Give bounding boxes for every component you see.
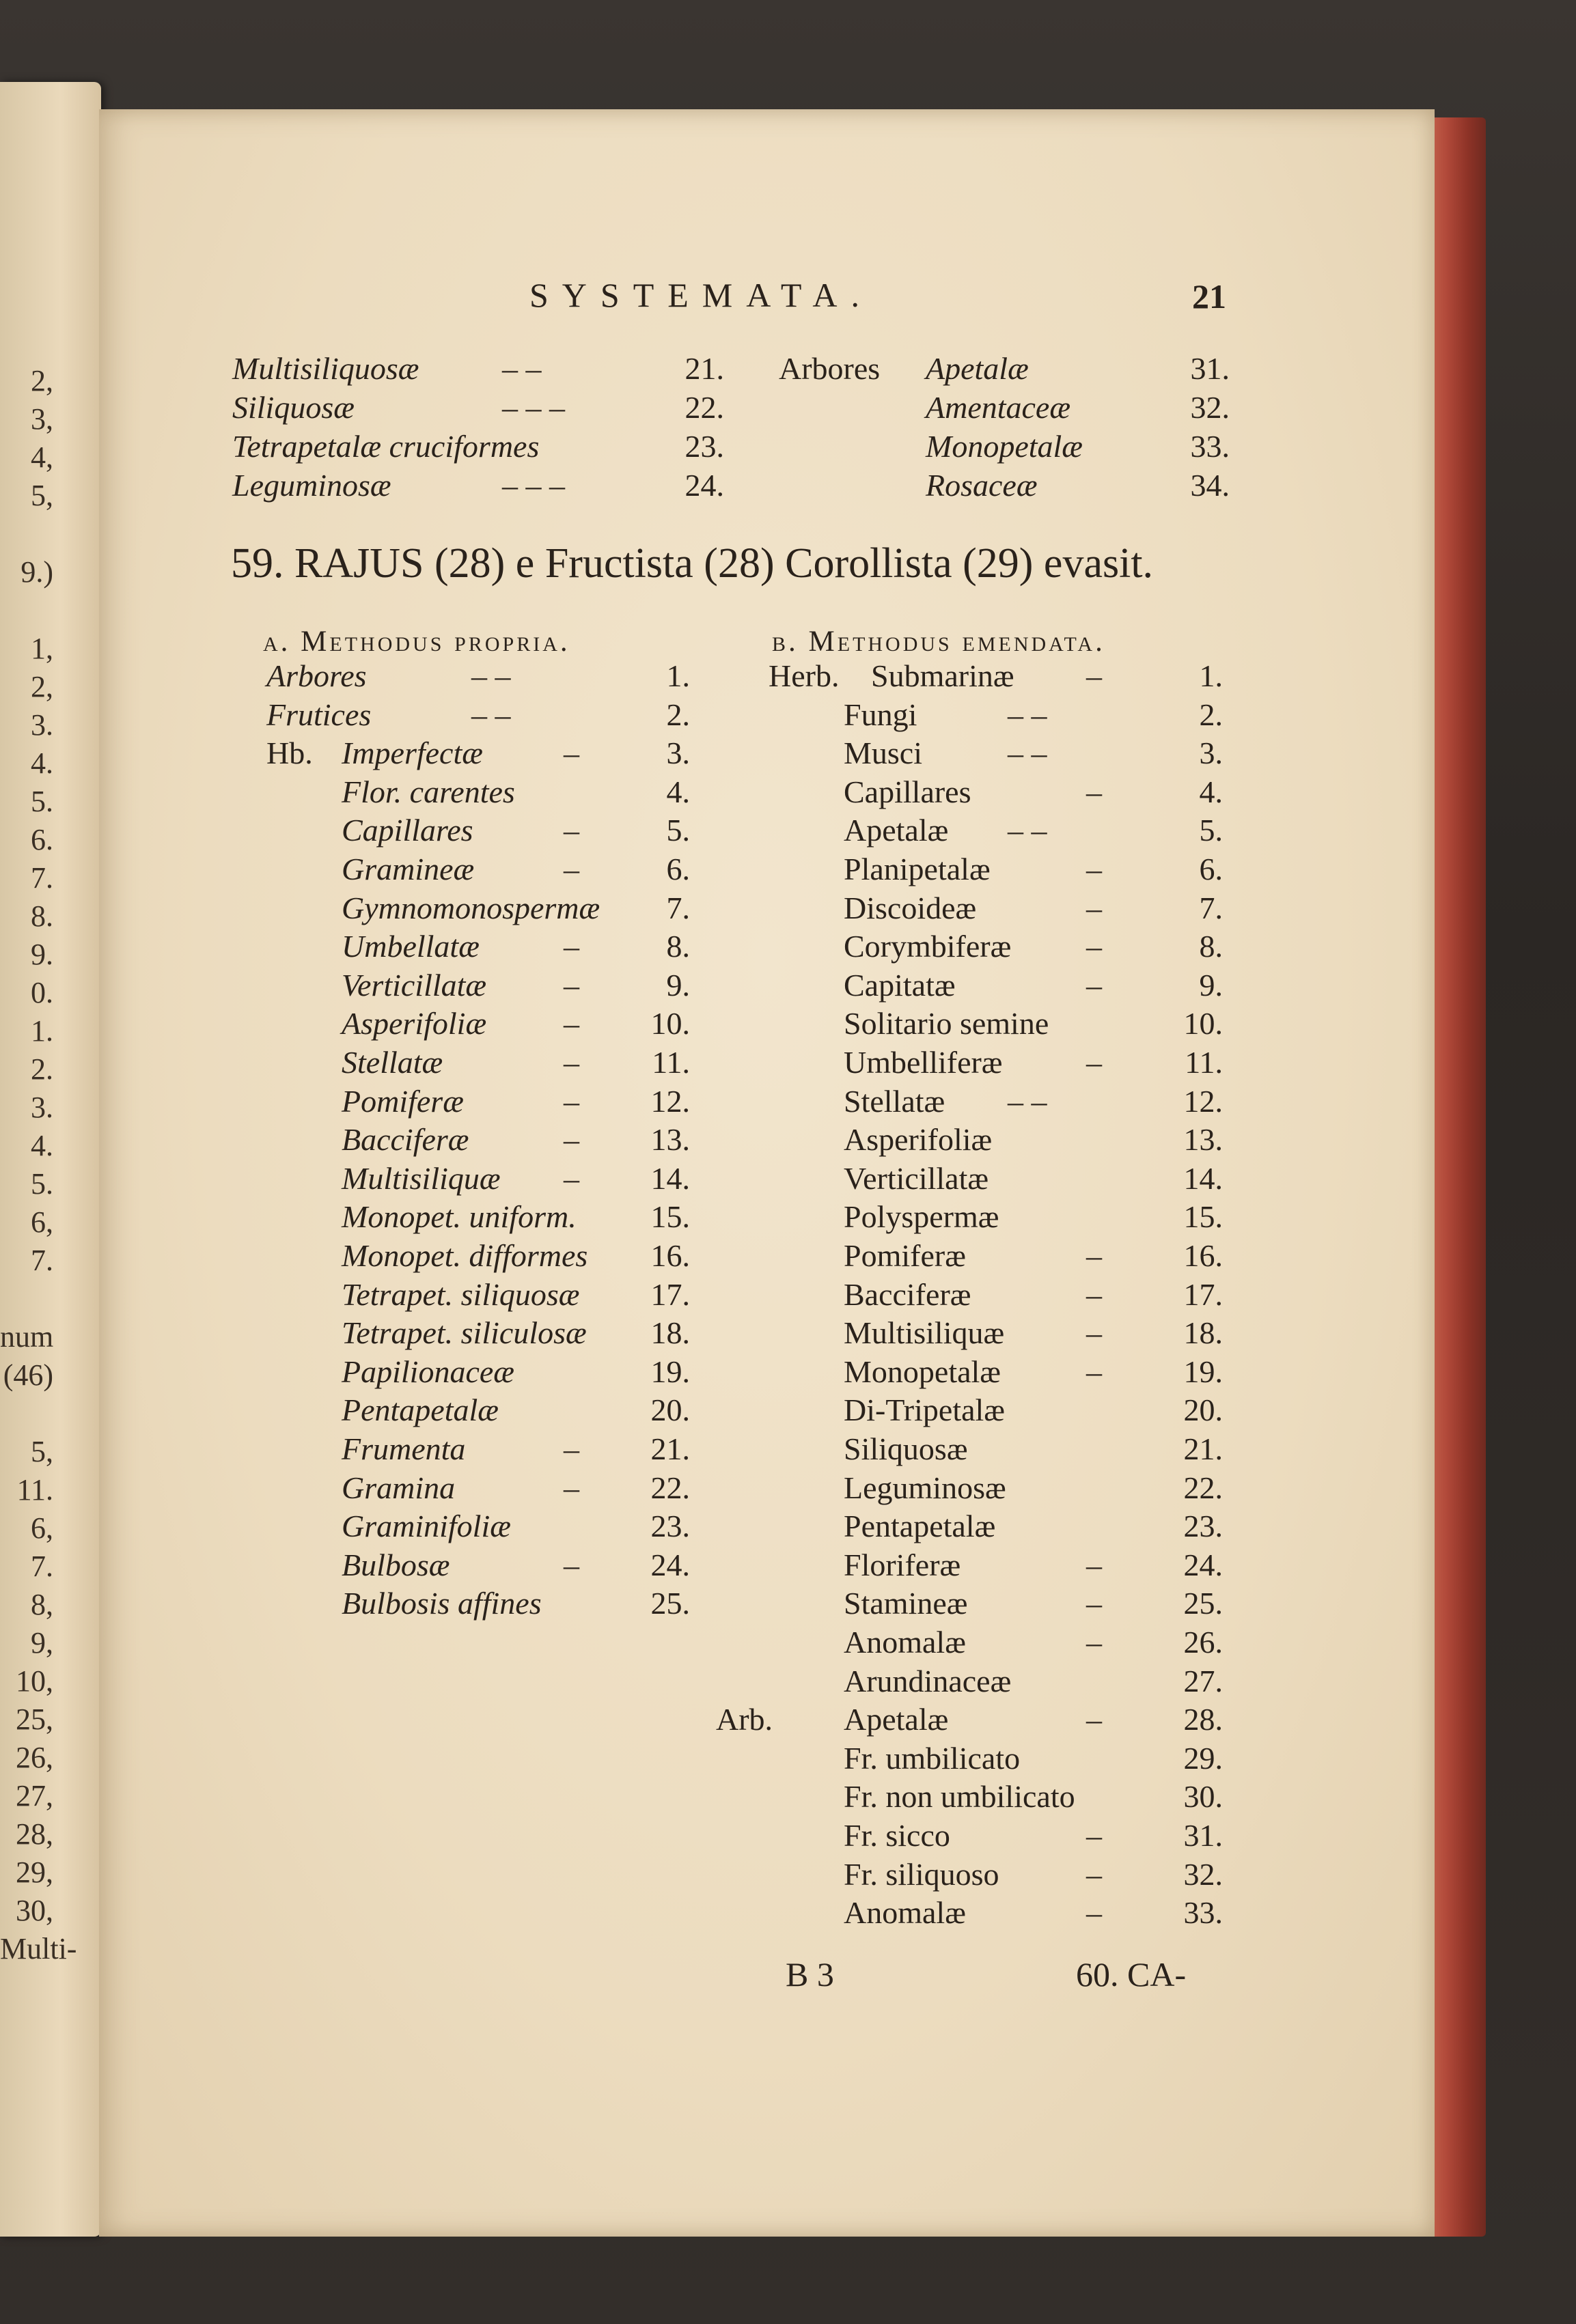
margin-fragment: 30,: [16, 1894, 53, 1927]
col-b-num: 9.: [1199, 968, 1223, 1003]
col-b-num: 11.: [1185, 1045, 1223, 1080]
margin-fragment: 8,: [31, 1588, 53, 1621]
top-right-prefix: Arbores: [779, 351, 881, 386]
col-a-name: Frumenta: [342, 1431, 466, 1466]
margin-fragment: 5,: [31, 1435, 53, 1468]
col-b-dash: –: [1086, 1548, 1102, 1582]
margin-fragment: [0, 515, 53, 553]
section-heading: 59. RAJUS (28) e Fructista (28) Corollista (29) evasit.: [231, 540, 1154, 587]
col-b-dash: –: [1086, 1857, 1102, 1892]
col-b-dash: –: [1086, 658, 1102, 693]
col-b-num: 17.: [1183, 1277, 1223, 1312]
col-a-name: Tetrapet. siliquosæ: [342, 1277, 580, 1312]
top-left-dash: – – –: [502, 468, 565, 503]
page-number: 21: [1192, 277, 1226, 316]
col-a-dash: –: [564, 1470, 579, 1505]
margin-fragment: 11.: [16, 1473, 53, 1507]
col-a-num: 21.: [650, 1431, 690, 1466]
col-a-name: Pentapetalæ: [342, 1392, 499, 1427]
col-b-name: Fr. sicco: [844, 1818, 950, 1853]
col-a-name: Bulbosis affines: [342, 1586, 542, 1621]
col-a-dash: – –: [471, 658, 511, 693]
col-a-dash: –: [564, 929, 579, 964]
col-a-num: 13.: [650, 1122, 690, 1157]
col-a-name: Capillares: [342, 813, 473, 848]
col-b-dash: – –: [1008, 697, 1047, 732]
col-b-num: 30.: [1183, 1779, 1223, 1814]
col-b-num: 7.: [1199, 891, 1223, 925]
signature-mark: B 3: [786, 1955, 834, 1993]
col-b-dash: –: [1086, 1354, 1102, 1389]
margin-fragment: 2.: [31, 1052, 53, 1086]
col-a-dash: – –: [471, 697, 511, 732]
col-b-num: 18.: [1183, 1315, 1223, 1350]
margin-fragment: 6,: [31, 1511, 53, 1545]
col-b-name: Arundinaceæ: [844, 1664, 1012, 1698]
col-b-name: Leguminosæ: [844, 1470, 1006, 1505]
margin-fragment: 26,: [16, 1741, 53, 1774]
margin-fragment: 8.: [31, 899, 53, 933]
col-b-dash: –: [1086, 1895, 1102, 1930]
col-b-num: 23.: [1183, 1509, 1223, 1543]
col-a-dash: –: [564, 968, 579, 1003]
col-b-name: Capitatæ: [844, 968, 956, 1003]
col-b-dash: –: [1086, 774, 1102, 809]
col-b-dash: –: [1086, 929, 1102, 964]
top-right-num: 31.: [1190, 351, 1230, 386]
top-right-num: 34.: [1190, 468, 1230, 503]
margin-fragment: 25,: [16, 1703, 53, 1736]
top-right-num: 33.: [1190, 429, 1230, 464]
col-a-dash: –: [564, 1431, 579, 1466]
col-b-name: Fr. umbilicato: [844, 1741, 1021, 1776]
top-right-num: 32.: [1190, 390, 1230, 425]
col-a-name: Frutices: [266, 697, 372, 732]
col-a-name: Papilionaceæ: [342, 1354, 514, 1389]
col-b-dash: – –: [1008, 1084, 1047, 1119]
top-left-dash: – –: [502, 351, 542, 386]
col-a-num: 7.: [666, 891, 690, 925]
col-b-name: Anomalæ: [844, 1895, 966, 1930]
top-left-dash: – – –: [502, 390, 565, 425]
margin-fragment: 4.: [31, 1129, 53, 1162]
col-a-num: 18.: [650, 1315, 690, 1350]
col-b-dash: –: [1086, 1045, 1102, 1080]
col-b-name: Pentapetalæ: [844, 1509, 996, 1543]
col-b-name: Bacciferæ: [844, 1277, 971, 1312]
col-b-num: 28.: [1183, 1702, 1223, 1737]
col-b-name: Polyspermæ: [844, 1199, 999, 1234]
col-b-num: 25.: [1183, 1586, 1223, 1621]
col-b-num: 15.: [1183, 1199, 1223, 1234]
margin-fragment: 9.): [20, 555, 53, 589]
col-a-prefix: Hb.: [266, 736, 313, 770]
col-a-name: Tetrapet. siliculosæ: [342, 1315, 587, 1350]
col-b-num: 31.: [1183, 1818, 1223, 1853]
col-a-num: 12.: [650, 1084, 690, 1119]
top-left-name: Leguminosæ: [232, 468, 391, 503]
col-b-num: 6.: [1199, 852, 1223, 886]
col-a-num: 5.: [666, 813, 690, 848]
margin-fragment: 0.: [31, 976, 53, 1009]
margin-fragment: 29,: [16, 1856, 53, 1889]
col-a-num: 15.: [650, 1199, 690, 1234]
top-right-name: Monopetalæ: [926, 429, 1083, 464]
col-b-num: 21.: [1183, 1431, 1223, 1466]
col-b-num: 29.: [1183, 1741, 1223, 1776]
top-left-name: Tetrapetalæ cruciformes: [232, 429, 540, 464]
col-b-name: Apetalæ: [844, 1702, 949, 1737]
col-b-dash: –: [1086, 1315, 1102, 1350]
col-b-name: Apetalæ: [844, 813, 949, 848]
col-b-num: 19.: [1183, 1354, 1223, 1389]
col-a-num: 3.: [666, 736, 690, 770]
col-b-name: Capillares: [844, 774, 971, 809]
col-a-dash: –: [564, 1161, 579, 1196]
col-a-dash: –: [564, 1045, 579, 1080]
col-a-num: 14.: [650, 1161, 690, 1196]
col-b-title: b. Methodus emendata.: [772, 626, 1105, 658]
col-b-dash: – –: [1008, 813, 1047, 848]
top-left-num: 23.: [685, 429, 724, 464]
col-b-name: Discoideæ: [844, 891, 977, 925]
margin-fragment: 7.: [31, 1550, 53, 1583]
top-left-num: 24.: [685, 468, 724, 503]
col-b-num: 3.: [1199, 736, 1223, 770]
col-b-num: 13.: [1183, 1122, 1223, 1157]
col-a-name: Imperfectæ: [342, 736, 483, 770]
col-b-name: Verticillatæ: [844, 1161, 989, 1196]
col-a-name: Arbores: [266, 658, 367, 693]
col-a-title: a. Methodus propria.: [263, 626, 570, 658]
col-b-num: 22.: [1183, 1470, 1223, 1505]
running-header: SYSTEMATA.: [529, 276, 873, 314]
col-a-name: Pomiferæ: [342, 1084, 464, 1119]
col-a-dash: –: [564, 1006, 579, 1041]
col-b-num: 1.: [1199, 658, 1223, 693]
margin-fragment: [0, 591, 53, 630]
col-b-num: 26.: [1183, 1625, 1223, 1660]
margin-fragment: 28,: [16, 1817, 53, 1851]
col-b-prefix: Arb.: [716, 1702, 773, 1737]
top-left-num: 21.: [685, 351, 724, 386]
margin-fragment: 27,: [16, 1779, 53, 1812]
col-b-num: 20.: [1183, 1392, 1223, 1427]
left-page-margin-text: [0, 362, 101, 1968]
col-b-num: 16.: [1183, 1238, 1223, 1273]
margin-fragment: 7.: [31, 861, 53, 895]
col-b-dash: –: [1086, 1586, 1102, 1621]
top-right-name: Amentaceæ: [926, 390, 1071, 425]
col-a-num: 6.: [666, 852, 690, 886]
col-a-name: Gramina: [342, 1470, 456, 1505]
margin-fragment: 4,: [31, 440, 53, 474]
col-b-prefix: Herb.: [769, 658, 840, 693]
col-b-name: Corymbiferæ: [844, 929, 1012, 964]
col-a-num: 23.: [650, 1509, 690, 1543]
col-b-name: Solitario semine: [844, 1006, 1049, 1041]
margin-fragment: 3,: [31, 402, 53, 436]
margin-fragment: 3.: [31, 708, 53, 742]
col-a-dash: –: [564, 1084, 579, 1119]
col-b-name: Anomalæ: [844, 1625, 966, 1660]
col-b-num: 2.: [1199, 697, 1223, 732]
col-b-dash: – –: [1008, 736, 1047, 770]
col-a-name: Bacciferæ: [342, 1122, 469, 1157]
col-a-num: 2.: [666, 697, 690, 732]
col-a-dash: –: [564, 813, 579, 848]
col-b-dash: –: [1086, 1625, 1102, 1660]
col-a-num: 20.: [650, 1392, 690, 1427]
col-b-name: Asperifoliæ: [844, 1122, 993, 1157]
col-a-name: Monopet. difformes: [342, 1238, 588, 1273]
col-b-num: 10.: [1183, 1006, 1223, 1041]
margin-fragment: 2,: [31, 364, 53, 397]
margin-fragment: 1.: [31, 1014, 53, 1048]
margin-fragment: 5.: [31, 1167, 53, 1201]
col-a-name: Gymnomonospermæ: [342, 891, 600, 925]
top-right-name: Apetalæ: [926, 351, 1029, 386]
col-b-name: Di-Tripetalæ: [844, 1392, 1005, 1427]
margin-fragment: 6,: [31, 1205, 53, 1239]
margin-fragment: 2,: [31, 670, 53, 703]
col-a-name: Asperifoliæ: [342, 1006, 487, 1041]
col-b-name: Multisiliquæ: [844, 1315, 1005, 1350]
margin-fragment: 10,: [16, 1664, 53, 1698]
col-b-name: Monopetalæ: [844, 1354, 1001, 1389]
col-a-num: 17.: [650, 1277, 690, 1312]
col-a-num: 22.: [650, 1470, 690, 1505]
col-b-name: Pomiferæ: [844, 1238, 966, 1273]
col-a-name: Monopet. uniform.: [342, 1199, 577, 1234]
col-b-dash: –: [1086, 852, 1102, 886]
col-a-dash: –: [564, 1548, 579, 1582]
margin-fragment: Multi-: [0, 1932, 77, 1965]
col-b-name: Musci: [844, 736, 922, 770]
col-a-name: Stellatæ: [342, 1045, 443, 1080]
catchword: 60. CA-: [1076, 1955, 1187, 1993]
col-a-name: Multisiliquæ: [342, 1161, 501, 1196]
margin-fragment: 4.: [31, 746, 53, 780]
col-a-num: 16.: [650, 1238, 690, 1273]
col-b-name: Siliquosæ: [844, 1431, 968, 1466]
top-left-name: Siliquosæ: [232, 390, 355, 425]
col-b-dash: –: [1086, 1277, 1102, 1312]
col-b-name: Planipetalæ: [844, 852, 991, 886]
col-a-num: 9.: [666, 968, 690, 1003]
col-a-num: 10.: [650, 1006, 690, 1041]
col-a-name: Umbellatæ: [342, 929, 480, 964]
top-left-num: 22.: [685, 390, 724, 425]
margin-fragment: [0, 1395, 53, 1433]
col-b-num: 5.: [1199, 813, 1223, 848]
col-a-dash: –: [564, 1122, 579, 1157]
col-a-name: Verticillatæ: [342, 968, 487, 1003]
col-b-dash: –: [1086, 968, 1102, 1003]
col-a-name: Gramineæ: [342, 852, 475, 886]
col-b-name: Floriferæ: [844, 1548, 961, 1582]
col-b-num: 24.: [1183, 1548, 1223, 1582]
col-a-name: Graminifoliæ: [342, 1509, 511, 1543]
margin-fragment: 9,: [31, 1626, 53, 1660]
col-b-name: Umbelliferæ: [844, 1045, 1003, 1080]
col-b-name: Stellatæ: [844, 1084, 945, 1119]
col-b-dash: –: [1086, 891, 1102, 925]
col-a-dash: –: [564, 852, 579, 886]
col-b-name: Fungi: [844, 697, 917, 732]
col-b-num: 4.: [1199, 774, 1223, 809]
margin-fragment: 3.: [31, 1091, 53, 1124]
margin-fragment: 9.: [31, 938, 53, 971]
col-a-num: 11.: [652, 1045, 690, 1080]
col-b-dash: –: [1086, 1702, 1102, 1737]
col-b-num: 14.: [1183, 1161, 1223, 1196]
margin-fragment: 7.: [31, 1244, 53, 1277]
margin-fragment: [0, 1280, 53, 1318]
top-right-name: Rosaceæ: [926, 468, 1038, 503]
margin-fragment: 6.: [31, 823, 53, 856]
col-b-name: Stamineæ: [844, 1586, 968, 1621]
col-b-dash: –: [1086, 1238, 1102, 1273]
col-b-name: Submarinæ: [871, 658, 1014, 693]
col-b-num: 12.: [1183, 1084, 1223, 1119]
col-b-num: 32.: [1183, 1857, 1223, 1892]
col-a-name: Flor. carentes: [342, 774, 515, 809]
col-a-num: 24.: [650, 1548, 690, 1582]
col-b-num: 8.: [1199, 929, 1223, 964]
col-b-num: 27.: [1183, 1664, 1223, 1698]
margin-fragment: 5.: [31, 785, 53, 818]
margin-fragment: 1,: [31, 632, 53, 665]
margin-fragment: (46): [3, 1358, 53, 1392]
col-a-num: 8.: [666, 929, 690, 964]
top-left-name: Multisiliquosæ: [232, 351, 419, 386]
col-a-num: 1.: [666, 658, 690, 693]
col-a-dash: –: [564, 736, 579, 770]
margin-fragment: num: [0, 1320, 54, 1354]
col-a-num: 25.: [650, 1586, 690, 1621]
col-b-name: Fr. siliquoso: [844, 1857, 999, 1892]
col-a-num: 19.: [650, 1354, 690, 1389]
col-a-num: 4.: [666, 774, 690, 809]
col-b-num: 33.: [1183, 1895, 1223, 1930]
col-b-dash: –: [1086, 1818, 1102, 1853]
col-b-name: Fr. non umbilicato: [844, 1779, 1075, 1814]
col-a-name: Bulbosæ: [342, 1548, 450, 1582]
margin-fragment: 5,: [31, 479, 53, 512]
